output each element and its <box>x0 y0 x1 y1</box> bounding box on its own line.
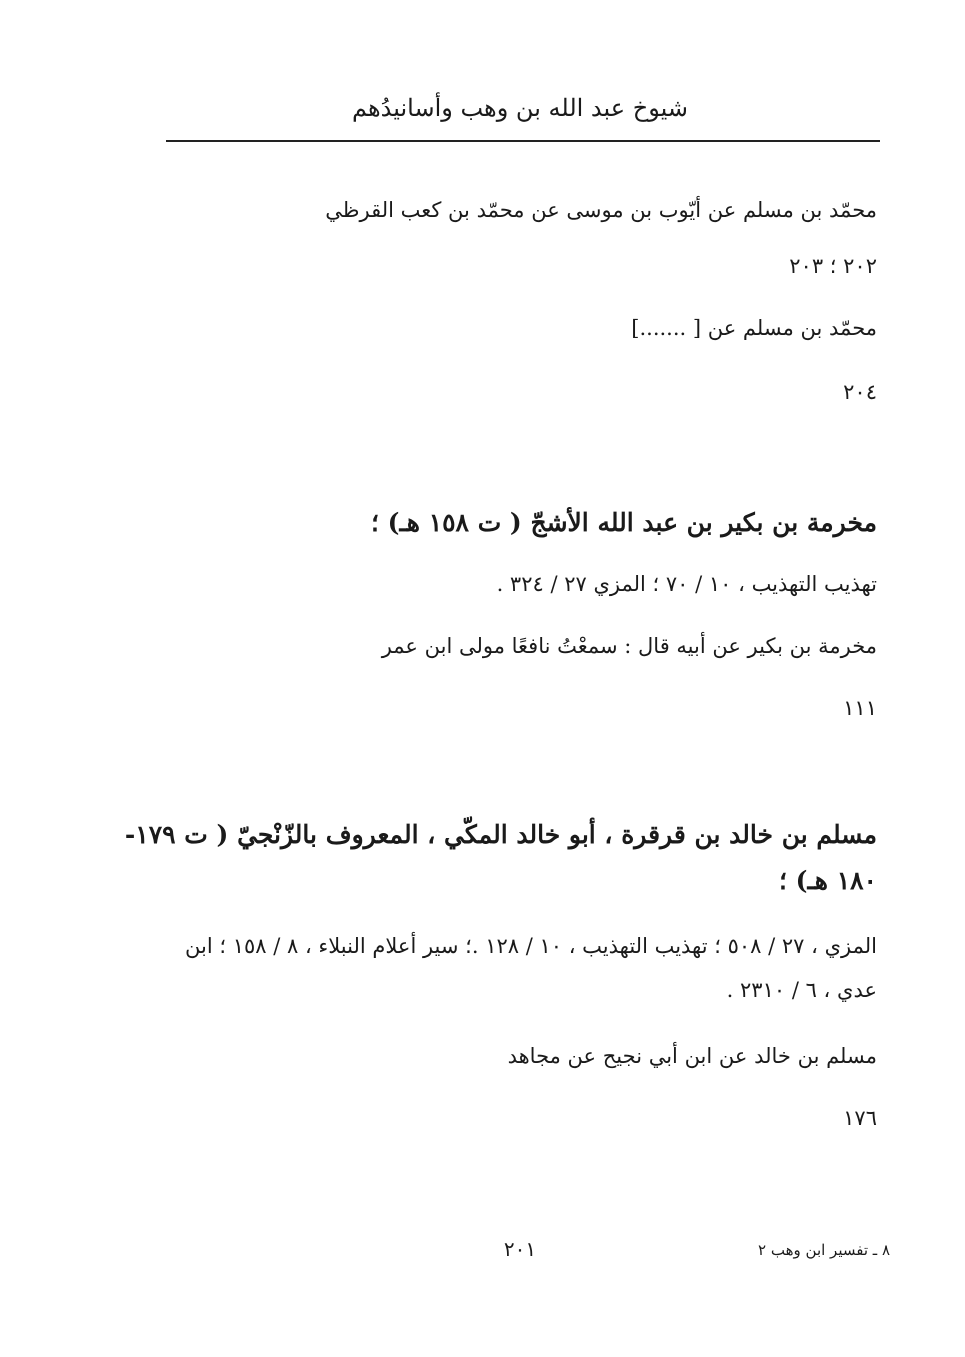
narrator-chain: مخرمة بن بكير عن أبيه قال : سمعْتُ نافعًا مولى ابن عمر <box>381 634 877 658</box>
entry-chain: محمّد بن مسلم عن أيّوب بن موسى عن محمّد بن كعب القرظي <box>325 198 877 222</box>
header-rule <box>166 140 880 142</box>
narrator-chain: مسلم بن خالد عن ابن أبي نجيح عن مجاهد <box>507 1044 877 1068</box>
running-header: شيوخ عبد الله بن وهب وأسانيدُهم <box>352 94 688 122</box>
narrator-heading-continuation: ١٨٠ هـ) ؛ <box>779 866 877 895</box>
narrator-refs: ١١١ <box>843 696 877 720</box>
signature-mark: ٨ ـ تفسير ابن وهب ٢ <box>758 1241 890 1259</box>
narrator-heading: مسلم بن خالد بن قرقرة ، أبو خالد المكّي ، المعروف بالزّنْجيّ ( ت ١٧٩- <box>124 820 877 849</box>
narrator-sources: المزي ، ٢٧ / ٥٠٨ ؛ تهذيب التهذيب ، ١٠ / ١٢٨ .؛ سير أعلام النبلاء ، ٨ / ١٥٨ ؛ ابن <box>185 934 877 958</box>
narrator-sources-continuation: عدي ، ٦ / ٢٣١٠ . <box>726 978 877 1002</box>
page-number: ٢٠١ <box>503 1237 537 1261</box>
entry-chain: محمّد بن مسلم عن [ .......] <box>631 316 877 340</box>
entry-refs: ٢٠٤ <box>843 380 877 404</box>
entry-refs: ٢٠٢ ؛ ٢٠٣ <box>789 254 877 278</box>
narrator-heading: مخرمة بن بكير بن عبد الله الأشجّ ( ت ١٥٨ هـ) ؛ <box>370 508 877 537</box>
narrator-sources: تهذيب التهذيب ، ١٠ / ٧٠ ؛ المزي ٢٧ / ٣٢٤ . <box>496 572 877 596</box>
narrator-refs: ١٧٦ <box>843 1106 877 1130</box>
